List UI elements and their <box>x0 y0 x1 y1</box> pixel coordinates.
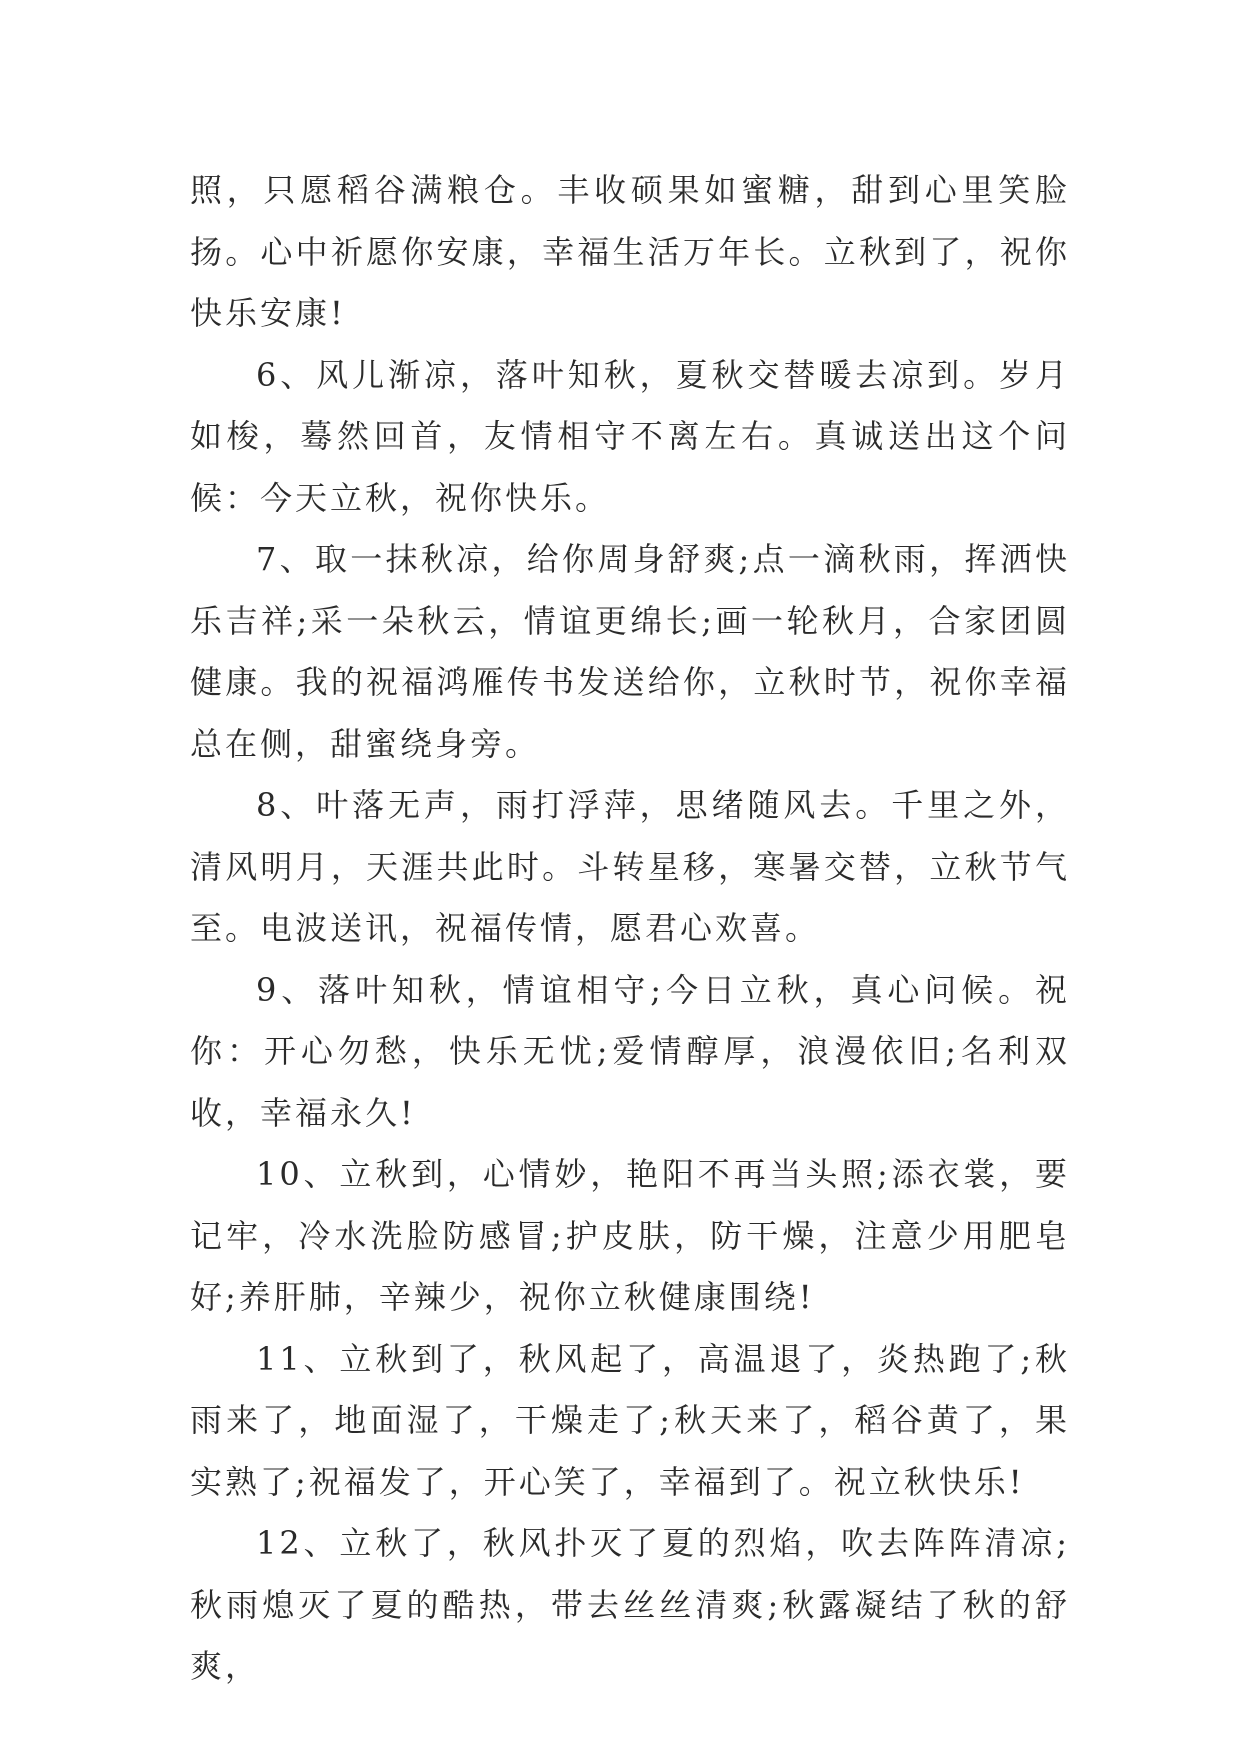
paragraph-9: 9、落叶知秋，情谊相守;今日立秋，真心问候。祝你：开心勿愁，快乐无忧;爱情醇厚，浪漫依旧;名利双收，幸福永久! <box>190 970 1070 1132</box>
paragraph-6: 6、风儿渐凉，落叶知秋，夏秋交替暖去凉到。岁月如梭，蓦然回首，友情相守不离左右。真诚送出这个问候：今天立秋，祝你快乐。 <box>190 355 1070 517</box>
paragraph-continued: 照，只愿稻谷满粮仓。丰收硕果如蜜糖，甜到心里笑脸扬。心中祈愿你安康，幸福生活万年长。立秋到了，祝你快乐安康! <box>190 171 1070 332</box>
paragraph-11: 11、立秋到了，秋风起了，高温退了，炎热跑了;秋雨来了，地面湿了，干燥走了;秋天来了，稻谷黄了，果实熟了;祝福发了，开心笑了，幸福到了。祝立秋快乐! <box>190 1339 1070 1501</box>
paragraph-7: 7、取一抹秋凉，给你周身舒爽;点一滴秋雨，挥洒快乐吉祥;采一朵秋云，情谊更绵长;画一轮秋月，合家团圆健康。我的祝福鸿雁传书发送给你，立秋时节，祝你幸福总在侧，甜蜜绕身旁。 <box>190 540 1070 763</box>
paragraph-8: 8、叶落无声，雨打浮萍，思绪随风去。千里之外，清风明月，天涯共此时。斗转星移，寒暑交替，立秋节气至。电波送讯，祝福传情，愿君心欢喜。 <box>190 786 1070 947</box>
document-body <box>190 160 1070 1698</box>
paragraph-12: 12、立秋了，秋风扑灭了夏的烈焰，吹去阵阵清凉;秋雨熄灭了夏的酷热，带去丝丝清爽;秋露凝结了秋的舒爽， <box>190 1524 1070 1685</box>
paragraph-10: 10、立秋到，心情妙，艳阳不再当头照;添衣裳，要记牢，冷水洗脸防感冒;护皮肤，防干燥，注意少用肥皂好;养肝肺，辛辣少，祝你立秋健康围绕! <box>190 1155 1070 1316</box>
